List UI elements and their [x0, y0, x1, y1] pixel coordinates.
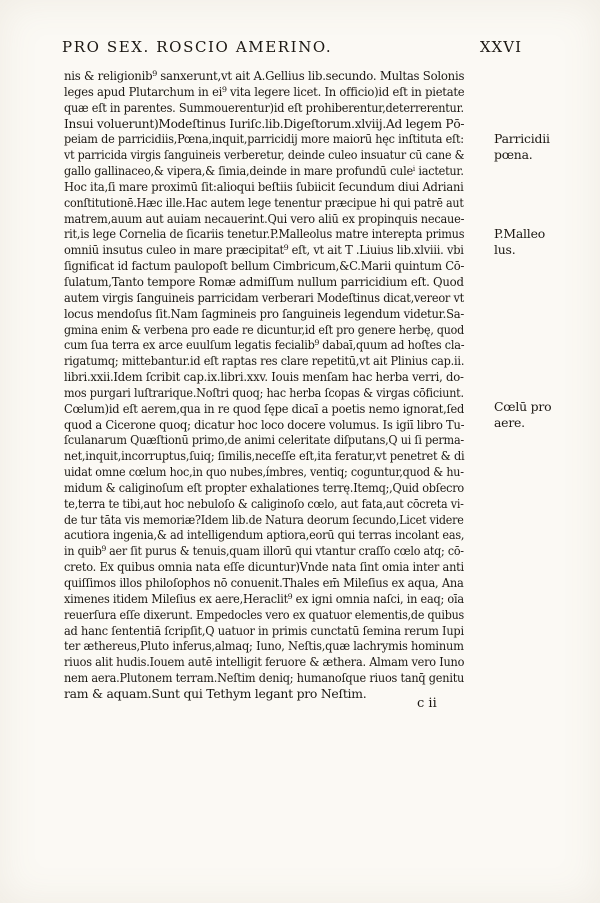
- text-line: ſculanarum Quæſtionū primo,de animi celeritate diſputans,Q ui ſi perma-: [64, 432, 464, 448]
- margin-note-parricidii: [494, 131, 550, 163]
- text-line: Insui voluerunt)Modeſtinus Iuriſc.lib.Digeſtorum.xlviij.Ad legem Pō-: [64, 115, 465, 131]
- text-line: quod a Cicerone quoq; dicatur hoc loco docere volumus. Is igiī libro Tu-: [64, 416, 465, 432]
- margin-note-line: lus.: [494, 241, 516, 257]
- text-line: ximenes itidem Mileſius ex aere,Heraclit⁹ ex igni omnia naſci, in eaq; oīa: [64, 590, 464, 606]
- commentary-text: [64, 68, 464, 702]
- text-line: gmina enim & verbena pro eade re dicuntur,id eſt pro genere herbę, quod: [64, 321, 464, 337]
- margin-note-line: pœna.: [494, 146, 533, 162]
- text-line: reuerſura eſſe dixerunt. Empedocles vero ex quatuor elementis,de quibus: [64, 606, 465, 622]
- margin-note-line: Parricidii: [494, 131, 550, 146]
- text-line: te,terra te tibi,aut hoc nebuloſo & caliginoſo cœlo, aut fata,aut cōcreta vi-: [64, 495, 464, 511]
- text-line: acutiora ingenia,& ad intelligendum aptiora,eorū qui terras incolant eas,: [64, 527, 465, 543]
- text-line: libri.xxii.Idem ſcribit cap.ix.libri.xxv. Iouis menſam hac herba verri, do-: [64, 369, 464, 385]
- text-line: quiſſimos illos philoſophos nō conuenit.Thales em̄ Mileſius ex aqua, Ana: [64, 575, 464, 590]
- text-line: omniū insutus culeo in mare præcipitat⁹ eſt, vt ait T .Liuius lib.xlviii. vbi: [64, 242, 464, 258]
- text-line: net,inquit,incorruptus,ſuiq; ſimilis,neceſſe eſt,ita feratur,vt penetret & di: [64, 448, 465, 464]
- signature-mark: c ii: [417, 696, 437, 711]
- text-line: leges apud Plutarchum in ei⁹ vita legere licet. In officio)id eſt in pietate: [64, 83, 465, 99]
- text-line: de tur tāta vis memoriæ?Idem lib.de Natura deorum ſecundo,Licet videre: [64, 511, 464, 527]
- text-line: ad hanc ſententiā ſcripſit,Q uatuor in primis cunctatū ſemina rerum Iupi: [64, 622, 464, 638]
- folio-number: XXVI: [479, 38, 522, 56]
- text-line: conſtitutionē.Hæc ille.Hac autem lege tenentur præcipue hi qui patrē aut: [64, 194, 464, 210]
- margin-note-malleolus: [494, 226, 545, 258]
- text-line: nis & religionib⁹ sanxerunt,vt ait A.Gellius lib.secundo. Multas Solonis: [64, 68, 465, 83]
- text-line: ter æthereus,Pluto inferus,almaq; Iuno, Neſtis,quæ lachrymis hominum: [64, 638, 464, 654]
- text-line: ſignificat id factum paulopoſt bellum Cimbricum,&C.Marii quintum Cō-: [64, 258, 465, 274]
- running-head: [62, 38, 522, 64]
- margin-note-coelum: [494, 399, 551, 431]
- text-line: rit,is lege Cornelia de ſicariis tenetur.P.Malleolus matre interepta primus: [64, 226, 465, 242]
- margin-note-line: P.Malleo: [494, 226, 545, 241]
- margin-note-line: aere.: [494, 414, 525, 430]
- text-line: creto. Ex quibus omnia nata eſſe dicuntur)Vnde nata ſint omia inter anti: [64, 559, 464, 575]
- text-line: in quib⁹ aer ſit purus & tenuis,quam illorū qui vtantur craſſo cœlo atq; cō-: [64, 543, 464, 559]
- text-line: peiam de parricidiis,Pœna,inquit,parricidij more maiorū hęc inſtituta eſt:: [64, 131, 464, 147]
- running-title: PRO SEX. ROSCIO AMERINO.: [62, 38, 333, 56]
- text-line: midum & caliginoſum eſt propter exhalationes terrę.Itemq;,Quid obſecro: [64, 479, 464, 495]
- text-line: vt parricida virgis ſanguineis verberetur, deinde culeo insuatur cū cane &: [64, 147, 465, 163]
- text-line: matrem,auum aut auiam necauerint.Qui vero aliū ex propinquis necaue-: [64, 210, 465, 226]
- text-line: uidat omne cœlum hoc,in quo nubes,ímbres, ventiq; coguntur,quod & hu-: [64, 464, 464, 480]
- text-line: ſulatum,Tanto tempore Romæ admiſſum nullum parricidium eſt. Quod: [64, 273, 464, 289]
- text-line: cum ſua terra ex arce euulſum legatis fecialib⁹ dabaī,quum ad hoſtes cla-: [64, 337, 465, 353]
- margin-note-line: Cœlū pro: [494, 399, 552, 414]
- text-line: autem virgis ſanguineis parricidam verberari Modeſtinus dicat,vereor vt: [64, 289, 465, 305]
- text-line: nem aera.Plutonem terram.Neſtim deniq; humanoſque riuos tanq̄ genitu: [64, 670, 465, 686]
- text-line: mos purgari luſtrarique.Noſtri quoq; hac herba ſcopas & virgas cōficiunt.: [64, 384, 464, 400]
- text-line: gallo gallinaceo,& vipera,& ſimia,deinde in mare profundū culeⁱ iactetur.: [64, 163, 464, 179]
- text-line: ram & aquam.Sunt qui Tethym legant pro Neſtim.: [64, 685, 367, 701]
- text-line: riuos alit hudis.Iouem autē intelligit feruore & æthera. Almam vero Iuno: [64, 654, 465, 670]
- text-line: locus mendoſus ſit.Nam ſagmineis pro ſanguineis legendum videtur.Sa-: [64, 305, 465, 321]
- text-line: quæ eſt in parentes. Summouerentur)id eſt prohiberentur,deterrerentur.: [64, 99, 464, 115]
- text-line: Cœlum)id eſt aerem,qua in re quod ſępe dicaī a poetis nemo ignorat,ſed: [64, 400, 465, 416]
- text-line: rigatumq; mittebantur.id eſt raptas res clare repetitū,vt ait Plinius cap.ii.: [64, 353, 465, 369]
- text-line: Hoc ita,ſi mare proximū ſit:alioqui beſtiis ſubiicit ſecundum diui Adriani: [64, 178, 464, 194]
